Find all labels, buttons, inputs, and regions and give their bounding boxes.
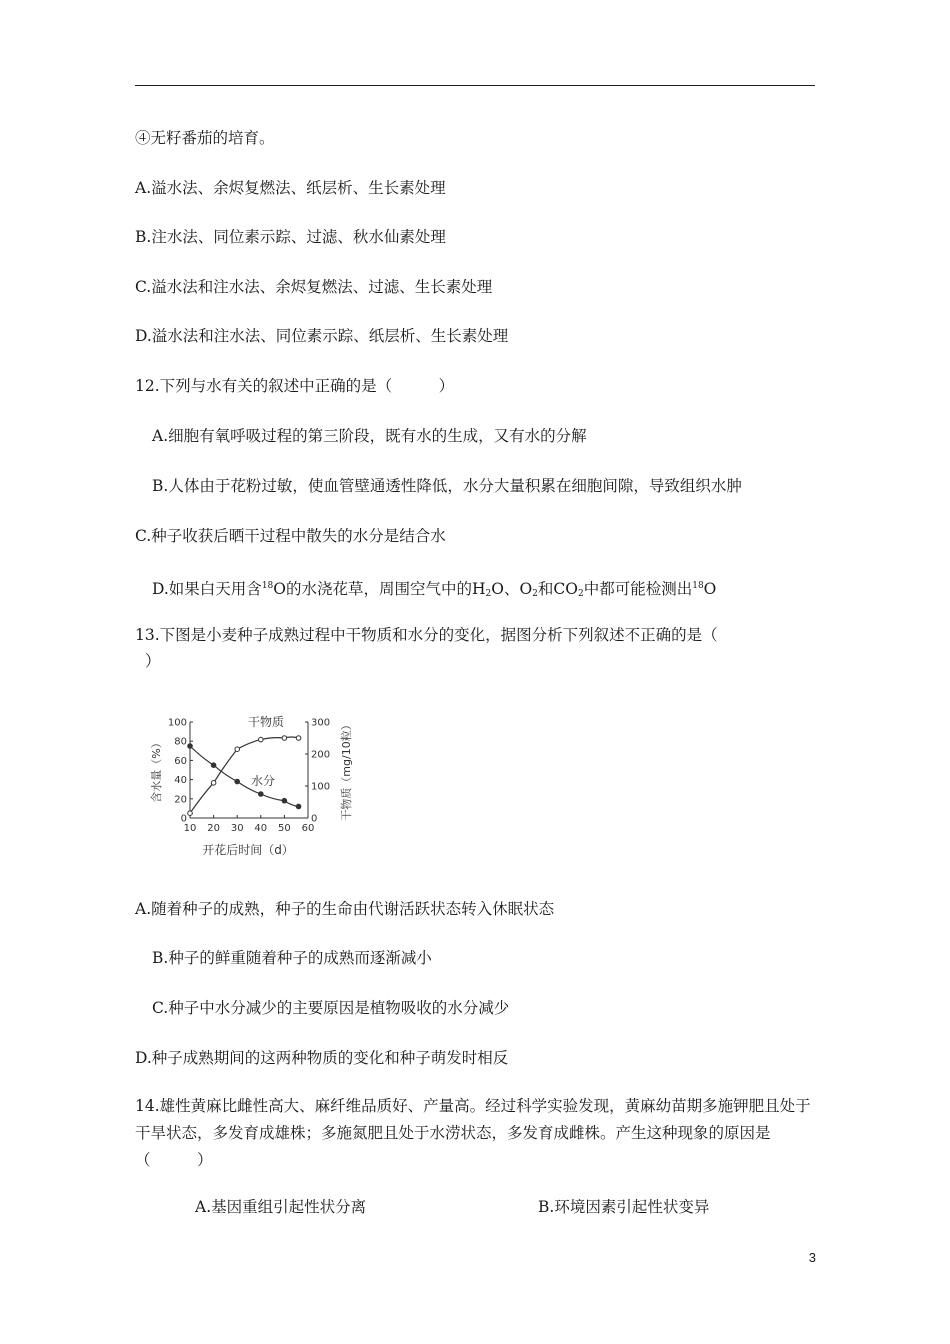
x-tick-label: 50 — [278, 823, 291, 834]
q11-option-b: B.注水法、同位素示踪、过滤、秋水仙素处理 — [135, 228, 446, 246]
q13-option-d: D.种子成熟期间的这两种物质的变化和种子萌发时相反 — [135, 1049, 509, 1067]
q13-option-b: B.种子的鲜重随着种子的成熟而逐渐减小 — [152, 949, 432, 967]
chart-ticks — [168, 718, 330, 835]
x-tick-label: 20 — [207, 823, 220, 834]
data-point — [188, 811, 193, 816]
data-point — [296, 804, 301, 809]
page-number: 3 — [808, 1250, 816, 1265]
x-tick-label: 60 — [301, 823, 315, 834]
data-point — [235, 779, 240, 784]
y-right-axis-label: 干物质（mg/10粒） — [340, 719, 353, 821]
q14-option-a: A.基因重组引起性状分离 — [195, 1198, 367, 1216]
q13-option-a: A.随着种子的成熟，种子的生命由代谢活跃状态转入休眠状态 — [135, 900, 555, 918]
y-right-tick-label: 200 — [311, 749, 331, 761]
q11-item-4: ④无籽番茄的培育。 — [135, 129, 275, 147]
q13-stem-end: ） — [145, 652, 161, 670]
q14-stem: 14.雄性黄麻比雌性高大、麻纤维品质好、产量高。经过科学实验发现，黄麻幼苗期多施钾肥且处于干旱状态，多发育成雄株；多施氮肥且处于水涝状态，多发育成雌株。产生这种现象的原因是（ ） — [135, 1097, 811, 1169]
q11-option-d: D.溢水法和注水法、同位素示踪、纸层析、生长素处理 — [135, 327, 509, 345]
data-point — [282, 736, 287, 741]
data-point — [296, 736, 301, 741]
series-label-dry-matter: 干物质 — [248, 715, 285, 729]
q12-option-b: B.人体由于花粉过敏，使血管壁通透性降低，水分大量积累在细胞间隙，导致组织水肿 — [152, 477, 742, 495]
q11-option-a: A.溢水法、余烬复燃法、纸层析、生长素处理 — [135, 179, 446, 197]
y-left-tick-label: 0 — [180, 813, 187, 825]
data-point — [211, 763, 216, 768]
data-point — [282, 798, 287, 803]
y-left-tick-label: 60 — [174, 755, 187, 767]
y-left-tick-label: 80 — [174, 736, 187, 748]
y-right-tick-label: 100 — [311, 781, 331, 793]
data-point — [259, 737, 264, 742]
q12-option-a: A.细胞有氧呼吸过程的第三阶段，既有水的生成，又有水的分解 — [152, 427, 587, 445]
series-label-water: 水分 — [251, 774, 276, 788]
chart-seed-maturation — [148, 708, 368, 860]
x-tick-label: 40 — [254, 823, 268, 834]
header-rule — [135, 85, 815, 86]
q14-option-b: B.环境因素引起性状变异 — [538, 1198, 710, 1216]
data-point — [188, 744, 193, 749]
data-point — [211, 781, 216, 786]
series-line-water — [190, 746, 299, 806]
y-right-tick-label: 0 — [311, 813, 318, 825]
data-point — [235, 747, 240, 752]
x-tick-label: 30 — [230, 823, 244, 834]
q12-option-c: C.种子收获后晒干过程中散失的水分是结合水 — [135, 527, 446, 545]
y-left-tick-label: 40 — [174, 775, 187, 787]
data-point — [259, 792, 264, 797]
y-left-tick-label: 20 — [174, 794, 187, 806]
y-left-tick-label: 100 — [167, 717, 187, 729]
chart-series — [188, 736, 301, 816]
q11-option-c: C.溢水法和注水法、余烬复燃法、过滤、生长素处理 — [135, 278, 493, 296]
q13-option-c: C.种子中水分减少的主要原因是植物吸收的水分减少 — [152, 999, 510, 1017]
q12-stem: 12.下列与水有关的叙述中正确的是（ ） — [135, 377, 455, 395]
q13-stem: 13.下图是小麦种子成熟过程中干物质和水分的变化，据图分析下列叙述不正确的是（ — [135, 626, 718, 644]
q12-option-d: D.如果白天用含$^{18}$O的水浇花草，周围空气中的$H_2O$、$O_2$和$CO_2$中都可能检测出$^{18}$O — [152, 580, 717, 599]
x-axis-label: 开花后时间（d） — [202, 843, 294, 857]
x-tick-label: 10 — [183, 823, 197, 834]
y-left-axis-label: 含水量（%） — [150, 737, 163, 803]
y-right-tick-label: 300 — [311, 717, 331, 729]
